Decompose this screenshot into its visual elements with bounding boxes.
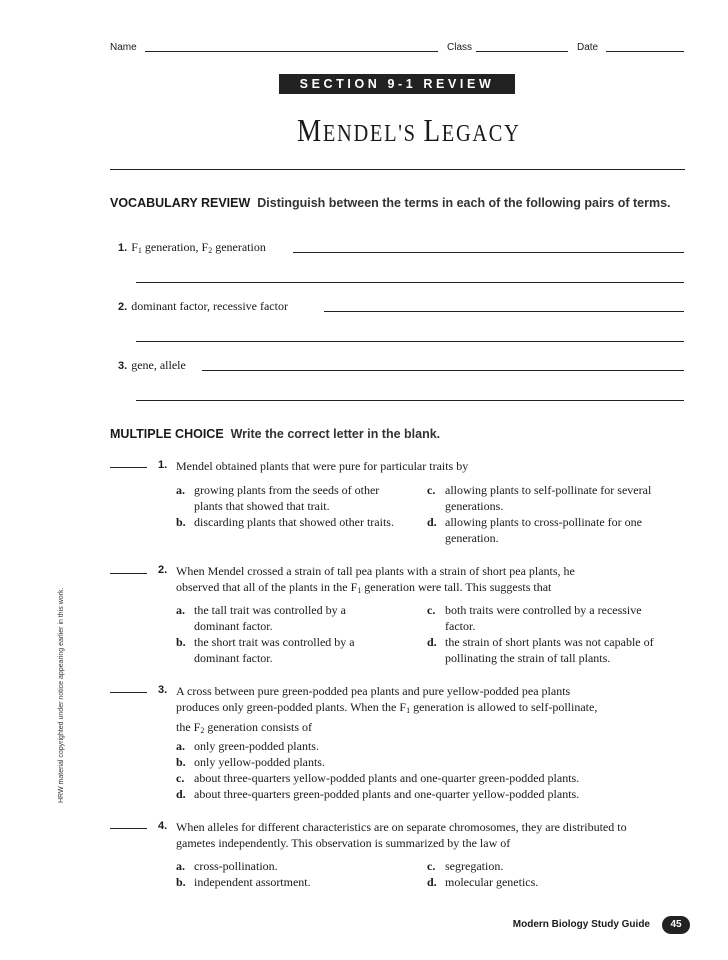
page-number: 45 — [662, 916, 690, 934]
question-number: 2. — [158, 564, 168, 576]
vocab-answer-line[interactable] — [136, 400, 684, 401]
option-c: c. about three-quarters yellow-podded plants and one-quarter green-podded plants. — [176, 771, 580, 785]
option-a: a. the tall trait was controlled by a dominant factor. — [176, 603, 346, 633]
option-a: a. growing plants from the seeds of other plants that showed that trait. — [176, 483, 380, 513]
question-text: When Mendel crossed a strain of tall pea plants with a strain of short pea plants, he observed that all of the plants in the $F_1$ generation were tall. This suggests that — [176, 564, 575, 595]
answer-blank-4[interactable] — [110, 828, 147, 829]
vocab-answer-line[interactable] — [136, 341, 684, 342]
vocab-answer-line[interactable] — [136, 282, 684, 283]
copyright-note: HRW material copyrighted under notice appearing earlier in this work. — [58, 587, 65, 803]
name-field[interactable] — [145, 51, 438, 52]
option-b: b. discarding plants that showed other traits. — [176, 515, 394, 529]
option-c: c. allowing plants to self-pollinate for several generations. — [427, 483, 652, 513]
page-title: MENDEL'S LEGACY — [297, 112, 521, 148]
title-rule — [110, 169, 685, 170]
option-a: a. cross-pollination. — [176, 859, 278, 873]
vocab-answer-line[interactable] — [293, 252, 684, 253]
option-b: b. the short trait was controlled by a dominant factor. — [176, 635, 355, 665]
option-d: d. molecular genetics. — [427, 875, 539, 889]
option-c: c. segregation. — [427, 859, 504, 873]
name-label: Name — [110, 42, 137, 53]
vocab-item-1: 1. $F_1$ generation, $F_2$ generation — [118, 240, 266, 255]
answer-blank-2[interactable] — [110, 573, 147, 574]
question-text: When alleles for different characteristics are on separate chromosomes, they are distributed to gametes independently. This observation is summarized by the law of — [176, 820, 627, 850]
question-text: A cross between pure green-podded pea plants and pure yellow-podded pea plants produces only green-podded plants. When the $F_1$ generation is allowed to self-pollinate, the $F_2$ generation consists of — [176, 684, 598, 735]
vocab-item-2: 2. dominant factor, recessive factor — [118, 299, 288, 313]
option-a: a. only green-podded plants. — [176, 739, 319, 753]
question-text: Mendel obtained plants that were pure for particular traits by — [176, 459, 469, 473]
vocab-answer-line[interactable] — [202, 370, 684, 371]
date-label: Date — [577, 42, 599, 53]
class-label: Class — [447, 42, 473, 53]
question-number: 1. — [158, 459, 168, 471]
answer-blank-3[interactable] — [110, 692, 147, 693]
option-b: b. independent assortment. — [176, 875, 311, 889]
answer-blank-1[interactable] — [110, 467, 147, 468]
mc-heading: MULTIPLE CHOICE Write the correct letter in the blank. — [110, 427, 441, 441]
class-field[interactable] — [476, 51, 568, 52]
vocab-item-3: 3. gene, allele — [118, 358, 186, 372]
vocab-heading: VOCABULARY REVIEW Distinguish between the terms in each of the following pairs of terms. — [110, 196, 671, 210]
option-d: d. allowing plants to cross-pollinate for one generation. — [427, 515, 642, 545]
question-number: 3. — [158, 684, 168, 696]
section-banner: SECTION 9-1 REVIEW — [279, 74, 515, 94]
option-d: d. the strain of short plants was not capable of pollinating the strain of tall plants. — [427, 635, 654, 665]
footer-guide-title: Modern Biology Study Guide — [512, 919, 650, 930]
option-b: b. only yellow-podded plants. — [176, 755, 325, 769]
date-field[interactable] — [606, 51, 684, 52]
option-d: d. about three-quarters green-podded plants and one-quarter yellow-podded plants. — [176, 787, 580, 801]
option-c: c. both traits were controlled by a recessive factor. — [427, 603, 642, 633]
question-number: 4. — [158, 820, 168, 832]
vocab-answer-line[interactable] — [324, 311, 684, 312]
